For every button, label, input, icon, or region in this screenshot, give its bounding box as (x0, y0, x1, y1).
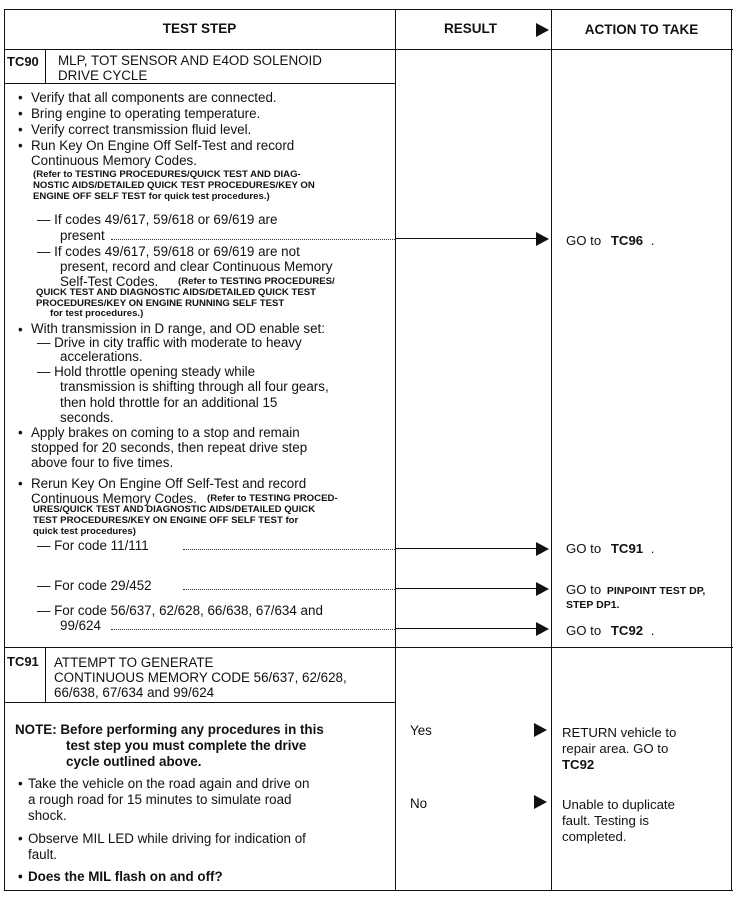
tc90-title-line2: DRIVE CYCLE (58, 68, 148, 83)
tc91-note-l2: test step you must complete the drive (66, 738, 307, 753)
tc90-bullet-rerun-l2: Continuous Memory Codes. (31, 491, 197, 506)
tc90-dash1-l1: — If codes 49/617, 59/618 or 69/619 are (37, 212, 278, 227)
leader-dots (111, 629, 395, 630)
action-goto-tc91[interactable] (566, 541, 654, 556)
tc90-ref1-l3: ENGINE OFF SELF TEST for quick test procedures.) (33, 191, 270, 202)
bullet: • (18, 122, 23, 137)
tc90-ref2-l4: for test procedures.) (50, 308, 144, 319)
bullet: • (18, 425, 23, 440)
header-test-step: TEST STEP (162, 21, 237, 36)
action-goto-pinpoint-dp[interactable] (566, 582, 705, 599)
tc91-question: Does the MIL flash on and off? (28, 869, 223, 884)
tc90-title-line1: MLP, TOT SENSOR AND E4OD SOLENOID (58, 53, 322, 68)
tc90-ref2-l3: PROCEDURES/KEY ON ENGINE RUNNING SELF TEST (36, 298, 285, 309)
action-goto-tc92[interactable] (566, 623, 654, 638)
tc90-bullet-brakes-l2: stopped for 20 seconds, then repeat drive step (31, 440, 308, 455)
action-no-l2: fault. Testing is (562, 813, 649, 828)
tc91-note-l1: NOTE: Before performing any procedures in this (15, 722, 324, 737)
arrow-icon (536, 622, 549, 636)
arrow-icon (536, 542, 549, 556)
action-period: . (650, 623, 655, 638)
tc90-ref3-l4: quick test procedures) (33, 526, 136, 537)
tc90-ref2-l1: (Refer to TESTING PROCEDURES/ (178, 276, 335, 287)
tc90-dash6: — For code 29/452 (37, 578, 152, 593)
tc91-code: TC91 (7, 654, 39, 669)
tc90-ref1-l2: NOSTIC AIDS/DETAILED QUICK TEST PROCEDURES/KEY ON (33, 180, 315, 191)
action-target-tc96: TC96 (610, 233, 644, 248)
tc90-ref3-l1: (Refer to TESTING PROCED- (207, 493, 338, 504)
arrow-icon (536, 232, 549, 246)
action-yes-l2: repair area. GO to (562, 741, 669, 756)
header-result: RESULT (444, 21, 497, 36)
result-arrow-line (395, 588, 537, 589)
bullet: • (18, 776, 23, 791)
tc90-bullet-brakes-l1: Apply brakes on coming to a stop and remain (31, 425, 300, 440)
tc90-bullet-fluid: Verify correct transmission fluid level. (31, 122, 252, 137)
column-divider-step (395, 9, 396, 891)
table-left-border (4, 9, 5, 891)
action-target-tc91: TC91 (610, 541, 644, 556)
tc90-dash4-l4: seconds. (60, 410, 114, 425)
tc90-dash4-l3: then hold throttle for an additional 15 (60, 395, 278, 410)
tc90-code: TC90 (7, 54, 39, 69)
bullet: • (18, 322, 23, 337)
result-no: No (410, 796, 428, 811)
tc90-dash7-l1: — For code 56/637, 62/628, 66/638, 67/634 and (37, 603, 323, 618)
leader-dots (183, 589, 395, 590)
tc91-title-line3: 66/638, 67/634 and 99/624 (54, 685, 215, 700)
header-action: ACTION TO TAKE (584, 22, 699, 37)
tc90-bullet-bring: Bring engine to operating temperature. (31, 106, 261, 121)
tc90-dash1-l2: present (60, 228, 105, 243)
tc90-dash5: — For code 11/111 (37, 538, 149, 553)
bullet: • (18, 90, 23, 105)
arrow-icon (536, 582, 549, 596)
tc91-bullet-observe-l2: fault. (28, 847, 58, 862)
result-arrow-line (395, 548, 537, 549)
tc91-bullet-road-l2: a rough road for 15 minutes to simulate road (28, 792, 292, 807)
action-target-tc92: TC92 (610, 623, 644, 638)
tc90-ref3-l3: TEST PROCEDURES/KEY ON ENGINE OFF SELF TEST for (33, 515, 299, 526)
action-go-label: GO to (566, 582, 602, 597)
action-go-label: GO to (566, 541, 602, 556)
action-target-step-dp1: STEP DP1. (566, 599, 620, 611)
action-no-l3: completed. (562, 829, 627, 844)
action-go-label: GO to (566, 233, 602, 248)
action-yes-target-tc92[interactable]: TC92 (562, 757, 595, 772)
arrow-icon (534, 795, 547, 809)
action-period: . (650, 541, 655, 556)
tc90-bullet-verify: Verify that all components are connected. (31, 90, 277, 105)
tc90-bullet-run-l1: Run Key On Engine Off Self-Test and record (31, 138, 295, 153)
tc90-ref2-l2: QUICK TEST AND DIAGNOSTIC AIDS/DETAILED QUICK TEST (36, 287, 316, 298)
bullet: • (18, 476, 23, 491)
tc91-bullet-road-l1: Take the vehicle on the road again and drive on (28, 776, 310, 791)
column-divider-result (551, 9, 552, 891)
tc91-bullet-road-l3: shock. (28, 808, 67, 823)
tc90-ref3-l2: URES/QUICK TEST AND DIAGNOSTIC AIDS/DETAILED QUICK (33, 504, 316, 515)
tc91-bullet-observe-l1: Observe MIL LED while driving for indication of (28, 831, 306, 846)
tc90-bullet-run-l2: Continuous Memory Codes. (31, 153, 197, 168)
tc90-dash2-l3: Self-Test Codes. (60, 274, 159, 289)
bullet: • (18, 869, 23, 884)
tc90-bullet-brakes-l3: above four to five times. (31, 455, 174, 470)
tc90-dash7-l2: 99/624 (60, 618, 101, 633)
tc90-dash4-l1: — Hold throttle opening steady while (37, 364, 256, 379)
result-arrow-line (395, 238, 537, 239)
tc90-dash4-l2: transmission is shifting through all four gears, (60, 379, 329, 394)
tc90-dash3-l1: — Drive in city traffic with moderate to heavy (37, 335, 302, 350)
table-right-border (731, 9, 732, 891)
arrow-icon (534, 723, 547, 737)
result-yes: Yes (410, 723, 432, 738)
action-period: . (650, 233, 655, 248)
action-goto-tc96[interactable] (566, 233, 654, 248)
leader-dots (183, 549, 395, 550)
bullet: • (18, 831, 23, 846)
tc90-bullet-rerun-l1: Rerun Key On Engine Off Self-Test and record (31, 476, 307, 491)
tc90-ref1-l1: (Refer to TESTING PROCEDURES/QUICK TEST AND DIAG- (33, 169, 301, 180)
action-go-label: GO to (566, 623, 602, 638)
action-no-l1: Unable to duplicate (562, 797, 675, 812)
tc90-dash3-l2: accelerations. (60, 349, 143, 364)
tc91-note-l3: cycle outlined above. (66, 754, 202, 769)
result-arrow-line (395, 628, 537, 629)
bullet: • (18, 106, 23, 121)
tc90-dash2-l1: — If codes 49/617, 59/618 or 69/619 are not (37, 244, 300, 259)
bullet: • (18, 138, 23, 153)
tc91-title-line2: CONTINUOUS MEMORY CODE 56/637, 62/628, (54, 670, 347, 685)
table-top-border (4, 9, 733, 10)
tc90-bullet-transmission: With transmission in D range, and OD enable set: (31, 321, 325, 336)
header-arrow-icon (536, 23, 549, 37)
leader-dots (111, 239, 395, 240)
action-yes-l1: RETURN vehicle to (562, 725, 677, 740)
table-bottom-border (4, 890, 733, 891)
action-target-pinpoint: PINPOINT TEST DP, (606, 585, 706, 597)
tc91-title-line1: ATTEMPT TO GENERATE (54, 655, 214, 670)
tc90-dash2-l2: present, record and clear Continuous Memory (60, 259, 333, 274)
